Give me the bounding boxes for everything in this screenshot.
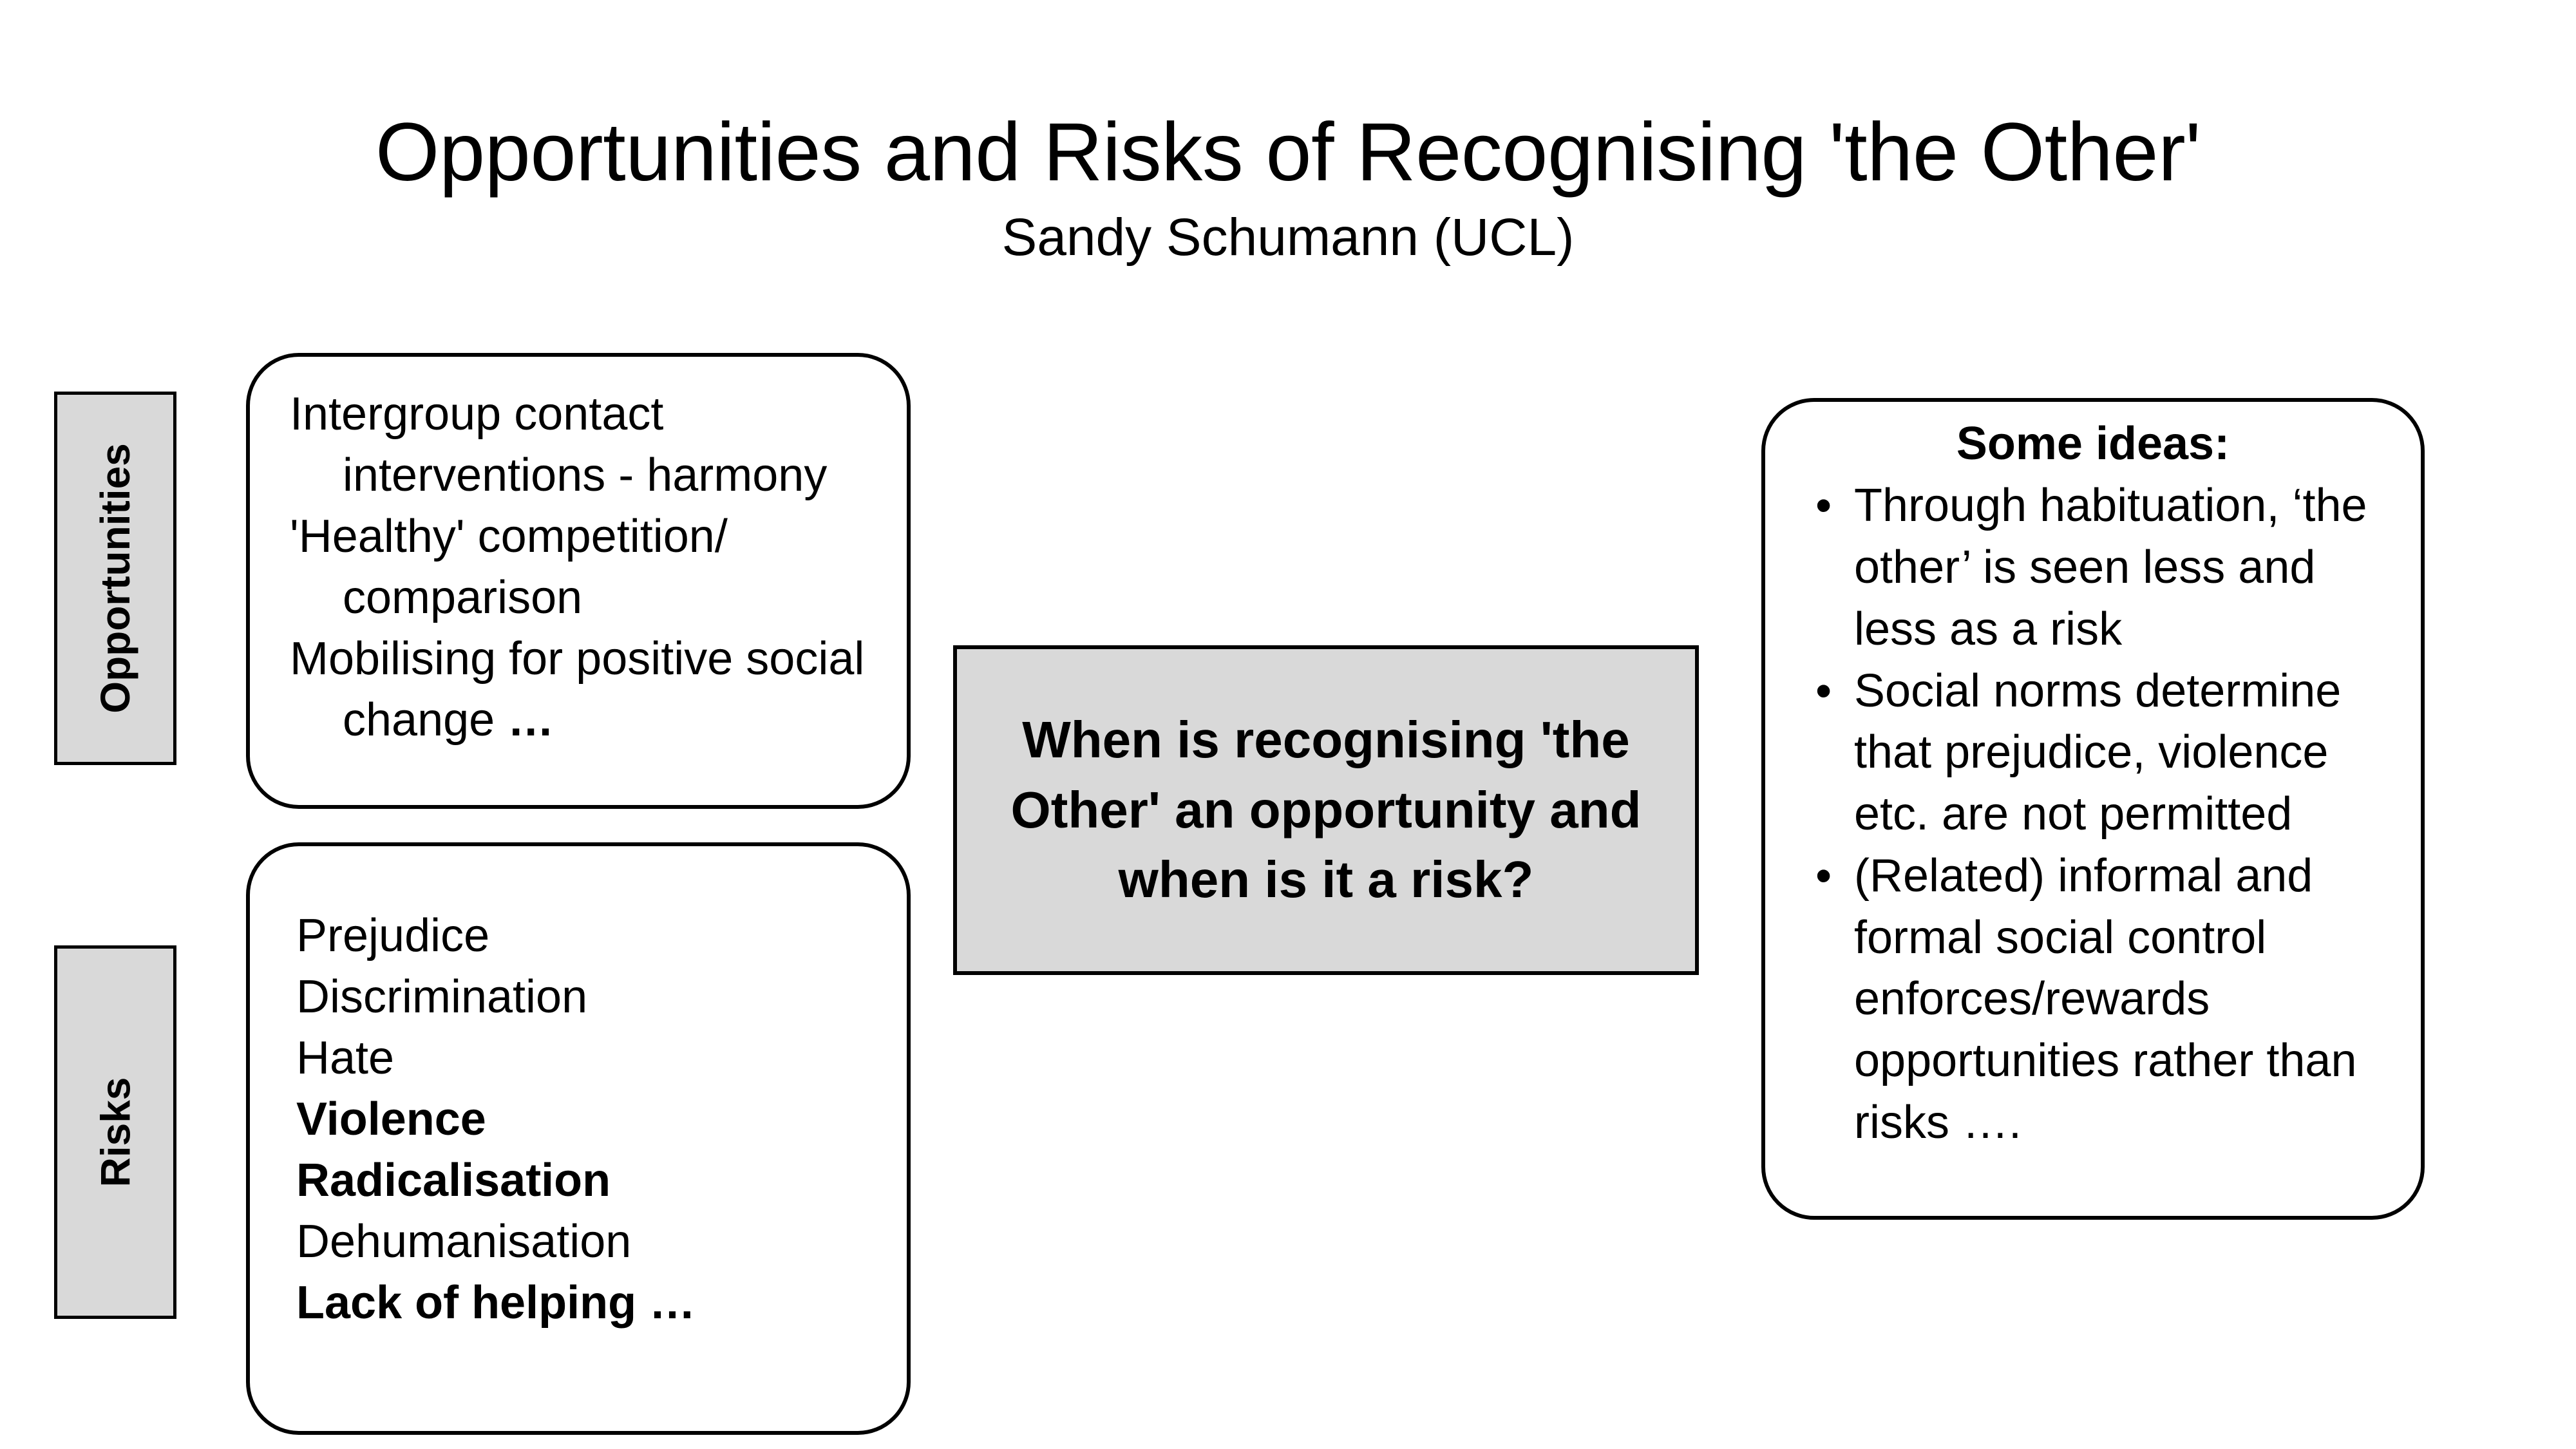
ideas-bullet-list [1778,475,2408,1153]
risks-box [246,842,911,1435]
side-label-opportunities [54,392,176,765]
bullet-dot-icon: • [1815,480,1832,532]
risks-list [296,905,889,1334]
risk-item [296,967,889,1028]
risk-item-label: Dehumanisation [296,1216,632,1268]
risk-item [296,1211,889,1273]
risk-item [296,1089,889,1150]
ideas-wrap [1778,416,2408,1154]
opportunities-box [246,353,911,809]
ideas-box [1761,398,2425,1220]
idea-bullet-label: (Related) informal and formal social control enforces/rewards opportunities rather than risks …. [1854,849,2357,1148]
side-label-opportunities-text: Opportunities [92,443,138,714]
risk-item-label: Prejudice [296,910,490,961]
page-title: Opportunities and Risks of Recognising 'the Other' [375,106,2201,198]
opportunity-item [290,506,889,629]
opportunities-list-wrap [290,384,889,751]
opportunity-item-label: Mobilising for positive social change [290,633,865,746]
idea-bullet-item [1778,661,2408,846]
risk-item-label: Radicalisation [296,1155,611,1207]
bullet-dot-icon: • [1815,849,1832,902]
bullet-dot-icon: • [1815,665,1832,717]
risk-item-label: Hate [296,1032,395,1084]
opportunity-item [290,384,889,506]
title-block [0,106,2576,269]
risk-item [296,1273,889,1334]
idea-bullet-label: Social norms determine that prejudice, violence etc. are not permitted [1854,665,2342,840]
risk-item-label: Discrimination [296,971,588,1023]
opportunity-item [290,629,889,751]
risk-item [296,905,889,967]
side-label-risks [54,945,176,1319]
question-box-text: When is recognising 'the Other' an opportunity and when is it a risk? [1010,710,1642,909]
side-label-risks-text: Risks [92,1077,138,1188]
risk-item-label: Violence [296,1094,486,1146]
opportunities-list [290,384,889,751]
risk-item [296,1028,889,1089]
risks-list-wrap [296,905,889,1334]
idea-bullet-item [1778,846,2408,1154]
idea-bullet-label: Through habituation, ‘the other’ is seen less and less as a risk [1854,480,2367,655]
idea-bullet-item [1778,475,2408,660]
question-box [953,645,1699,975]
page-subtitle: Sandy Schumann (UCL) [1001,208,1575,267]
risk-item [296,1150,889,1211]
opportunity-item-label: Intergroup contact interventions - harmony [290,388,828,502]
ideas-heading: Some ideas: [1956,418,2230,469]
opportunity-item-ellipsis: … [507,694,554,746]
risk-item-label: Lack of helping … [296,1277,696,1329]
opportunity-item-label: 'Healthy' competition/ comparison [290,511,728,624]
